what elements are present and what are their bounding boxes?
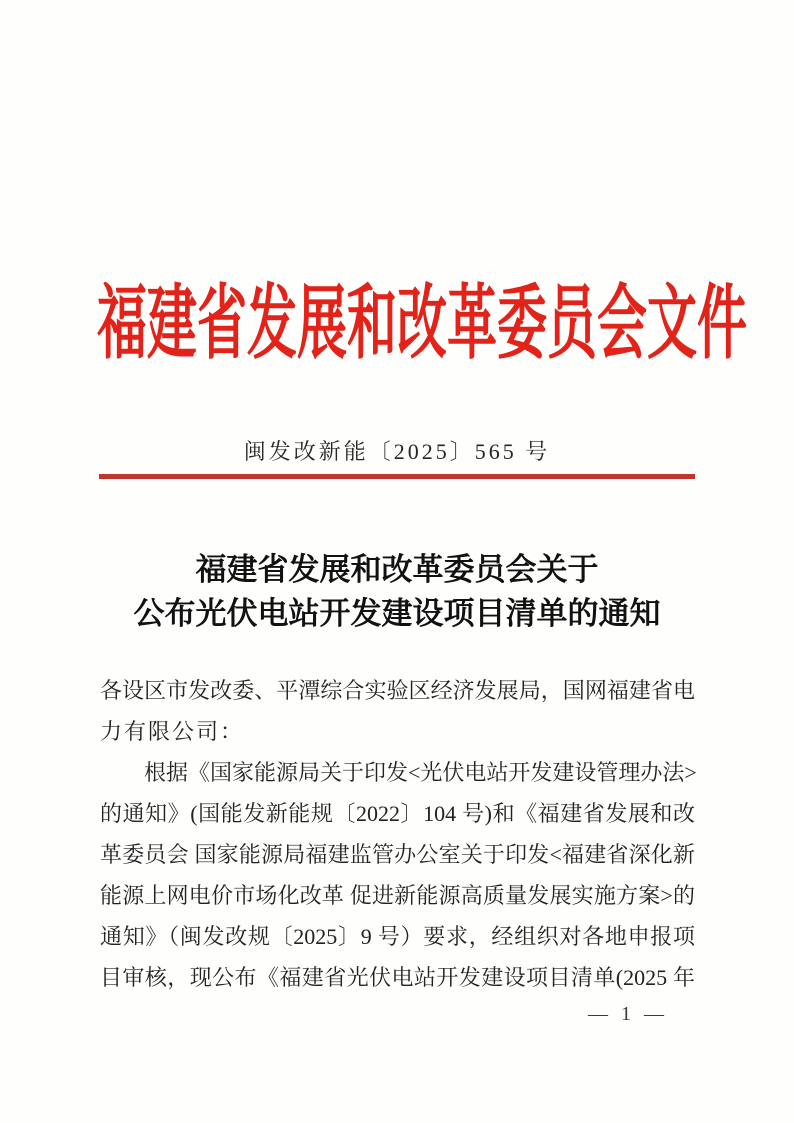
body-line: 革委员会 国家能源局福建监管办公室关于印发<福建省深化新 [100,842,695,867]
document-title [0,548,794,636]
body-line: 通知》（闽发改规〔2025〕9 号）要求，经组织对各地申报项 [100,924,695,949]
document-body [100,670,695,998]
body-line: 目审核，现公布《福建省光伏电站开发建设项目清单(2025 年 [100,965,695,990]
body-line: 能源上网电价市场化改革 促进新能源高质量发展实施方案>的 [100,883,695,908]
body-line: 各设区市发改委、平潭综合实验区经济发展局，国网福建省电 [100,678,695,703]
red-divider [99,474,695,479]
document-number: 闽发改新能〔2025〕565 号 [243,439,551,464]
document-banner-title: 福建省发展和改革委员会文件 [97,278,747,369]
body-line: 的通知》(国能发新能规〔2022〕104 号)和《福建省发展和改 [100,801,695,826]
body-line: 力有限公司： [100,719,245,744]
document-title-line1: 福建省发展和改革委员会关于 [195,552,599,587]
document-title-line2: 公布光伏电站开发建设项目清单的通知 [133,596,661,631]
body-line: 根据《国家能源局关于印发<光伏电站开发建设管理办法> [144,760,697,785]
page-number: — 1 — [588,1003,668,1025]
